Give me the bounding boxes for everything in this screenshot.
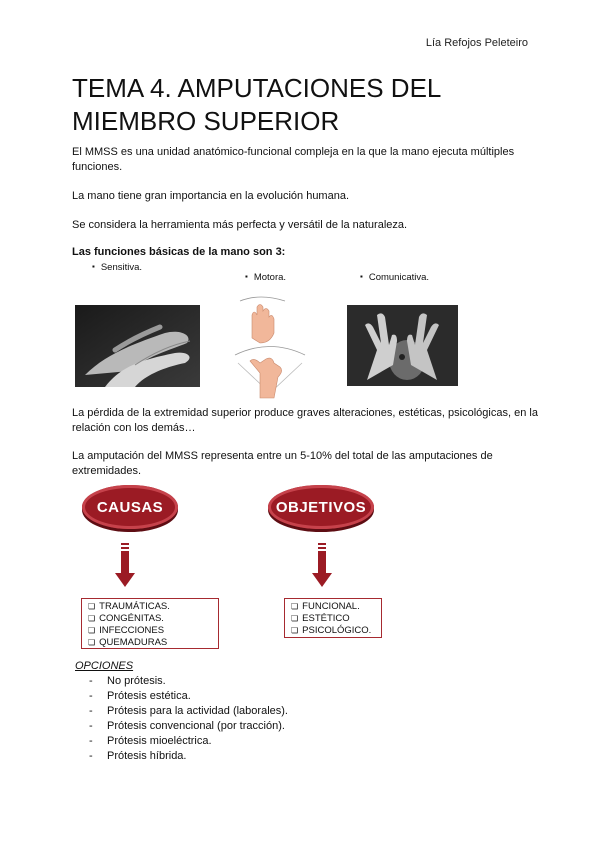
objetivos-oval: [268, 485, 374, 529]
tool-paragraph: Se considera la herramienta más perfecta y versátil de la naturaleza.: [72, 219, 408, 231]
causa-item: ❏ CONGÉNITAS.: [88, 613, 212, 625]
objetivo-item: ❏ PSICOLÓGICO.: [291, 625, 375, 637]
statistics-paragraph: La amputación del MMSS representa entre un 5-10% del total de las amputaciones de extremidades.: [72, 450, 493, 477]
objetivo-item: ❏ FUNCIONAL.: [291, 601, 375, 613]
page-title: TEMA 4. AMPUTACIONES DEL MIEMBRO SUPERIOR: [72, 73, 441, 136]
opcion-item: - Prótesis convencional (por tracción).: [89, 719, 288, 734]
opcion-item: - No prótesis.: [89, 674, 288, 689]
hands-touching-photo: [75, 305, 200, 387]
author-name: Lía Refojos Peleteiro: [425, 37, 528, 49]
evolution-paragraph: La mano tiene gran importancia en la evolución humana.: [72, 190, 350, 202]
opcion-item: - Prótesis mioeléctrica.: [89, 734, 288, 749]
objetivos-list-box: [284, 598, 382, 638]
opcion-item: - Prótesis para la actividad (laborales).: [89, 704, 288, 719]
function-sensitiva: ▪ Sensitiva.: [92, 262, 142, 273]
objetivos-label: OBJETIVOS: [275, 498, 367, 516]
causa-item: ❏ QUEMADURAS: [88, 637, 212, 649]
loss-paragraph: La pérdida de la extremidad superior produce graves alteraciones, estéticas, psicológicas, en la relación con los demás…: [72, 407, 538, 434]
motor-hand-diagram: [230, 293, 310, 401]
opciones-heading: OPCIONES: [75, 660, 134, 672]
objetivos-down-arrow: [312, 543, 332, 588]
causa-item: ❏ INFECCIONES: [88, 625, 212, 637]
intro-paragraph: El MMSS es una unidad anatómico-funcional compleja en la que la mano ejecuta múltiples funciones.: [72, 146, 515, 173]
functions-heading: Las funciones básicas de la mano son 3:: [72, 246, 286, 258]
opciones-list: [89, 674, 288, 764]
causas-down-arrow: [115, 543, 135, 588]
causas-label: CAUSAS: [96, 498, 164, 516]
objetivo-item: ❏ ESTÉTICO: [291, 613, 375, 625]
causas-oval: [82, 485, 178, 529]
communicative-hands-photo: [347, 305, 458, 386]
function-motora: ▪ Motora.: [245, 272, 286, 283]
opcion-item: - Prótesis híbrida.: [89, 749, 288, 764]
function-comunicativa: ▪ Comunicativa.: [360, 272, 429, 283]
opcion-item: - Prótesis estética.: [89, 689, 288, 704]
causa-item: ❏ TRAUMÁTICAS.: [88, 601, 212, 613]
causas-list-box: [81, 598, 219, 649]
